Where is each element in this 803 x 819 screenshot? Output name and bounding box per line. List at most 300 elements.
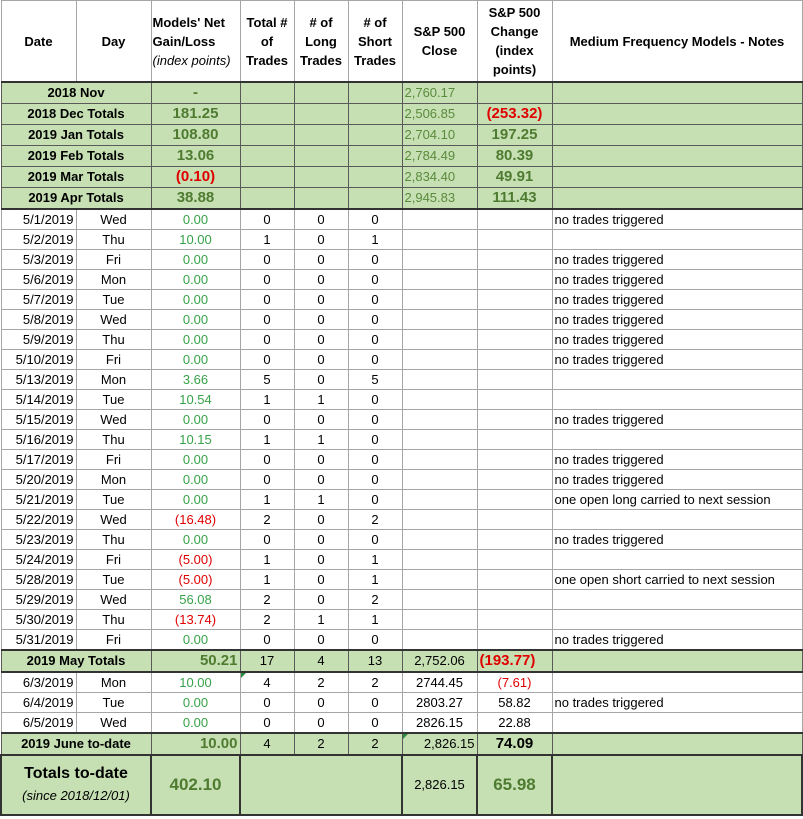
month-total-row	[1, 188, 802, 210]
daily-close	[402, 470, 477, 490]
month-total-label: 2019 Feb Totals	[1, 146, 151, 167]
daily-change: 58.82	[477, 693, 552, 713]
may-total-close: 2,752.06	[402, 650, 477, 672]
daily-close	[402, 290, 477, 310]
daily-total-trades: 2	[240, 590, 294, 610]
month-total-trades	[240, 146, 294, 167]
daily-total-trades: 1	[240, 390, 294, 410]
daily-day: Fri	[76, 450, 151, 470]
header-sp-close: S&P 500 Close	[402, 1, 477, 83]
month-total-label: 2018 Nov	[1, 82, 151, 104]
daily-long-trades: 0	[294, 630, 348, 651]
daily-long-trades: 0	[294, 290, 348, 310]
daily-day: Fri	[76, 630, 151, 651]
daily-total-trades: 1	[240, 570, 294, 590]
daily-change	[477, 610, 552, 630]
daily-total-trades: 1	[240, 490, 294, 510]
daily-date: 6/4/2019	[1, 693, 76, 713]
month-total-gain: 38.88	[151, 188, 240, 210]
daily-date: 5/15/2019	[1, 410, 76, 430]
month-total-long	[294, 82, 348, 104]
daily-short-trades: 0	[348, 410, 402, 430]
daily-row	[1, 390, 802, 410]
header-short-trades: # of Short Trades	[348, 1, 402, 83]
may-total-trades: 17	[240, 650, 294, 672]
month-total-label: 2018 Dec Totals	[1, 104, 151, 125]
daily-close	[402, 550, 477, 570]
daily-short-trades: 1	[348, 570, 402, 590]
month-total-short	[348, 167, 402, 188]
may-total-row	[1, 650, 802, 672]
daily-row	[1, 450, 802, 470]
month-total-notes	[552, 188, 802, 210]
daily-total-trades: 1	[240, 230, 294, 250]
month-total-trades	[240, 104, 294, 125]
daily-row	[1, 693, 802, 713]
daily-close	[402, 630, 477, 651]
month-total-close: 2,704.10	[402, 125, 477, 146]
daily-short-trades: 0	[348, 250, 402, 270]
daily-day: Fri	[76, 250, 151, 270]
daily-note: no trades triggered	[552, 470, 802, 490]
daily-gain: 10.00	[151, 230, 240, 250]
month-total-long	[294, 167, 348, 188]
daily-long-trades: 0	[294, 230, 348, 250]
month-total-label: 2019 Apr Totals	[1, 188, 151, 210]
daily-note: no trades triggered	[552, 410, 802, 430]
daily-short-trades: 0	[348, 350, 402, 370]
header-notes: Medium Frequency Models - Notes	[552, 1, 802, 83]
daily-note: no trades triggered	[552, 250, 802, 270]
daily-change	[477, 250, 552, 270]
daily-date: 5/20/2019	[1, 470, 76, 490]
daily-short-trades: 0	[348, 490, 402, 510]
month-total-trades	[240, 82, 294, 104]
daily-long-trades: 0	[294, 550, 348, 570]
daily-long-trades: 1	[294, 430, 348, 450]
daily-date: 5/13/2019	[1, 370, 76, 390]
daily-day: Wed	[76, 590, 151, 610]
daily-row	[1, 510, 802, 530]
daily-gain: 10.15	[151, 430, 240, 450]
daily-day: Thu	[76, 530, 151, 550]
daily-close	[402, 570, 477, 590]
daily-gain: 0.00	[151, 470, 240, 490]
daily-short-trades: 0	[348, 530, 402, 550]
daily-row	[1, 530, 802, 550]
month-total-short	[348, 125, 402, 146]
month-total-close: 2,784.49	[402, 146, 477, 167]
daily-row	[1, 370, 802, 390]
month-total-gain: -	[151, 82, 240, 104]
daily-total-trades: 0	[240, 630, 294, 651]
daily-change: (7.61)	[477, 672, 552, 693]
daily-note: no trades triggered	[552, 290, 802, 310]
daily-gain: 0.00	[151, 713, 240, 734]
daily-note	[552, 610, 802, 630]
daily-date: 5/14/2019	[1, 390, 76, 410]
daily-long-trades: 0	[294, 270, 348, 290]
daily-note	[552, 713, 802, 734]
daily-close	[402, 410, 477, 430]
daily-long-trades: 1	[294, 390, 348, 410]
daily-short-trades: 2	[348, 510, 402, 530]
daily-date: 5/21/2019	[1, 490, 76, 510]
daily-row	[1, 590, 802, 610]
daily-change	[477, 390, 552, 410]
month-total-short	[348, 146, 402, 167]
daily-change	[477, 490, 552, 510]
daily-total-trades: 1	[240, 550, 294, 570]
daily-short-trades: 0	[348, 630, 402, 651]
daily-long-trades: 0	[294, 330, 348, 350]
grand-total-row	[1, 755, 802, 815]
month-total-notes	[552, 146, 802, 167]
daily-date: 5/2/2019	[1, 230, 76, 250]
month-total-change: 197.25	[477, 125, 552, 146]
may-total-notes	[552, 650, 802, 672]
daily-gain: 0.00	[151, 270, 240, 290]
header-date: Date	[1, 1, 76, 83]
daily-short-trades: 0	[348, 470, 402, 490]
daily-close: 2803.27	[402, 693, 477, 713]
daily-total-trades: 0	[240, 350, 294, 370]
month-total-gain: 13.06	[151, 146, 240, 167]
daily-gain: (5.00)	[151, 570, 240, 590]
june-total-trades: 4	[240, 733, 294, 755]
month-total-short	[348, 82, 402, 104]
daily-row	[1, 630, 802, 651]
daily-close	[402, 450, 477, 470]
daily-change: 22.88	[477, 713, 552, 734]
daily-long-trades: 2	[294, 672, 348, 693]
daily-note: no trades triggered	[552, 270, 802, 290]
daily-gain: (16.48)	[151, 510, 240, 530]
daily-change	[477, 350, 552, 370]
daily-short-trades: 0	[348, 290, 402, 310]
daily-day: Wed	[76, 410, 151, 430]
daily-date: 5/3/2019	[1, 250, 76, 270]
daily-total-trades: 0	[240, 693, 294, 713]
daily-total-trades: 1	[240, 430, 294, 450]
daily-close	[402, 350, 477, 370]
daily-close	[402, 330, 477, 350]
daily-date: 5/8/2019	[1, 310, 76, 330]
daily-day: Fri	[76, 350, 151, 370]
daily-close	[402, 209, 477, 230]
grand-total-label	[1, 755, 151, 815]
grand-total-change: 65.98	[477, 755, 552, 815]
daily-short-trades: 0	[348, 450, 402, 470]
daily-long-trades: 0	[294, 570, 348, 590]
daily-total-trades: 4	[240, 672, 294, 693]
month-total-trades	[240, 167, 294, 188]
daily-date: 5/7/2019	[1, 290, 76, 310]
daily-gain: 56.08	[151, 590, 240, 610]
daily-note	[552, 390, 802, 410]
daily-row	[1, 430, 802, 450]
daily-total-trades: 0	[240, 330, 294, 350]
daily-short-trades: 1	[348, 610, 402, 630]
month-total-trades	[240, 125, 294, 146]
daily-date: 5/22/2019	[1, 510, 76, 530]
daily-date: 5/24/2019	[1, 550, 76, 570]
header-row	[1, 1, 802, 83]
daily-close: 2744.45	[402, 672, 477, 693]
daily-total-trades: 0	[240, 713, 294, 734]
daily-note: one open long carried to next session	[552, 490, 802, 510]
month-total-long	[294, 188, 348, 210]
daily-row	[1, 350, 802, 370]
daily-change	[477, 410, 552, 430]
daily-row	[1, 270, 802, 290]
daily-close	[402, 530, 477, 550]
june-total-change: 74.09	[477, 733, 552, 755]
month-total-label: 2019 Jan Totals	[1, 125, 151, 146]
daily-day: Wed	[76, 209, 151, 230]
daily-note: no trades triggered	[552, 209, 802, 230]
daily-long-trades: 1	[294, 490, 348, 510]
daily-close	[402, 390, 477, 410]
daily-gain: 0.00	[151, 530, 240, 550]
daily-change	[477, 630, 552, 651]
daily-short-trades: 0	[348, 713, 402, 734]
daily-note: no trades triggered	[552, 350, 802, 370]
daily-row	[1, 672, 802, 693]
daily-row	[1, 610, 802, 630]
daily-gain: 0.00	[151, 490, 240, 510]
daily-short-trades: 0	[348, 330, 402, 350]
month-total-label: 2019 Mar Totals	[1, 167, 151, 188]
daily-row	[1, 410, 802, 430]
daily-date: 5/9/2019	[1, 330, 76, 350]
daily-change	[477, 230, 552, 250]
daily-close	[402, 370, 477, 390]
may-total-change: (193.77)	[477, 650, 552, 672]
may-total-label: 2019 May Totals	[1, 650, 151, 672]
daily-gain: 10.00	[151, 672, 240, 693]
june-total-label: 2019 June to-date	[1, 733, 151, 755]
daily-note: no trades triggered	[552, 693, 802, 713]
daily-close	[402, 490, 477, 510]
daily-long-trades: 0	[294, 370, 348, 390]
daily-gain: (5.00)	[151, 550, 240, 570]
daily-day: Thu	[76, 230, 151, 250]
daily-long-trades: 0	[294, 510, 348, 530]
month-total-gain: 181.25	[151, 104, 240, 125]
daily-long-trades: 1	[294, 610, 348, 630]
month-total-notes	[552, 125, 802, 146]
month-total-long	[294, 104, 348, 125]
month-total-trades	[240, 188, 294, 210]
daily-note	[552, 672, 802, 693]
daily-gain: 0.00	[151, 209, 240, 230]
daily-long-trades: 0	[294, 590, 348, 610]
daily-day: Thu	[76, 430, 151, 450]
daily-short-trades: 0	[348, 310, 402, 330]
may-total-gain: 50.21	[151, 650, 240, 672]
daily-short-trades: 0	[348, 693, 402, 713]
daily-day: Wed	[76, 713, 151, 734]
daily-change	[477, 370, 552, 390]
daily-change	[477, 270, 552, 290]
daily-date: 5/31/2019	[1, 630, 76, 651]
daily-gain: 3.66	[151, 370, 240, 390]
daily-change	[477, 209, 552, 230]
daily-note: no trades triggered	[552, 530, 802, 550]
daily-day: Thu	[76, 610, 151, 630]
daily-change	[477, 550, 552, 570]
daily-total-trades: 2	[240, 510, 294, 530]
daily-short-trades: 2	[348, 672, 402, 693]
daily-short-trades: 0	[348, 390, 402, 410]
daily-gain: 0.00	[151, 350, 240, 370]
daily-change	[477, 470, 552, 490]
month-total-change: 111.43	[477, 188, 552, 210]
daily-gain: 0.00	[151, 693, 240, 713]
month-total-change	[477, 82, 552, 104]
daily-day: Tue	[76, 570, 151, 590]
month-total-long	[294, 146, 348, 167]
daily-long-trades: 0	[294, 713, 348, 734]
daily-close	[402, 610, 477, 630]
daily-total-trades: 0	[240, 310, 294, 330]
daily-note	[552, 230, 802, 250]
daily-day: Thu	[76, 330, 151, 350]
june-total-close: 2,826.15	[402, 733, 477, 755]
daily-long-trades: 0	[294, 350, 348, 370]
grand-total-close: 2,826.15	[402, 755, 477, 815]
daily-gain: (13.74)	[151, 610, 240, 630]
daily-short-trades: 2	[348, 590, 402, 610]
month-total-gain: 108.80	[151, 125, 240, 146]
daily-day: Fri	[76, 550, 151, 570]
daily-day: Tue	[76, 693, 151, 713]
daily-short-trades: 0	[348, 209, 402, 230]
daily-long-trades: 0	[294, 310, 348, 330]
daily-close	[402, 270, 477, 290]
daily-short-trades: 1	[348, 550, 402, 570]
grand-total-gain: 402.10	[151, 755, 240, 815]
daily-gain: 0.00	[151, 250, 240, 270]
daily-total-trades: 2	[240, 610, 294, 630]
daily-date: 5/1/2019	[1, 209, 76, 230]
daily-total-trades: 0	[240, 450, 294, 470]
daily-day: Tue	[76, 490, 151, 510]
month-total-long	[294, 125, 348, 146]
june-total-row	[1, 733, 802, 755]
month-total-change: 80.39	[477, 146, 552, 167]
header-net-gain: Models' Net Gain/Loss (index points)	[151, 1, 240, 83]
header-total-trades: Total # of Trades	[240, 1, 294, 83]
daily-total-trades: 0	[240, 209, 294, 230]
daily-short-trades: 5	[348, 370, 402, 390]
daily-note	[552, 370, 802, 390]
daily-total-trades: 0	[240, 470, 294, 490]
daily-date: 5/29/2019	[1, 590, 76, 610]
daily-row	[1, 470, 802, 490]
month-total-row	[1, 125, 802, 146]
month-total-close: 2,760.17	[402, 82, 477, 104]
daily-change	[477, 590, 552, 610]
daily-close	[402, 230, 477, 250]
daily-total-trades: 0	[240, 270, 294, 290]
daily-long-trades: 0	[294, 250, 348, 270]
header-day: Day	[76, 1, 151, 83]
daily-close	[402, 430, 477, 450]
daily-short-trades: 0	[348, 430, 402, 450]
daily-row	[1, 713, 802, 734]
daily-total-trades: 5	[240, 370, 294, 390]
daily-day: Mon	[76, 672, 151, 693]
daily-close: 2826.15	[402, 713, 477, 734]
month-total-change: 49.91	[477, 167, 552, 188]
daily-long-trades: 0	[294, 410, 348, 430]
table-body	[1, 82, 802, 815]
daily-gain: 0.00	[151, 290, 240, 310]
daily-date: 5/10/2019	[1, 350, 76, 370]
daily-gain: 0.00	[151, 310, 240, 330]
daily-day: Mon	[76, 370, 151, 390]
daily-close	[402, 250, 477, 270]
month-total-close: 2,834.40	[402, 167, 477, 188]
june-total-short: 2	[348, 733, 402, 755]
grand-total-notes	[552, 755, 802, 815]
daily-short-trades: 1	[348, 230, 402, 250]
daily-note	[552, 590, 802, 610]
daily-change	[477, 430, 552, 450]
daily-note: no trades triggered	[552, 330, 802, 350]
daily-date: 5/17/2019	[1, 450, 76, 470]
daily-gain: 10.54	[151, 390, 240, 410]
daily-gain: 0.00	[151, 630, 240, 651]
daily-change	[477, 330, 552, 350]
grand-total-title: Totals to-date	[24, 765, 128, 782]
daily-day: Tue	[76, 390, 151, 410]
daily-change	[477, 530, 552, 550]
month-total-row	[1, 82, 802, 104]
daily-gain: 0.00	[151, 450, 240, 470]
daily-date: 5/23/2019	[1, 530, 76, 550]
month-total-short	[348, 104, 402, 125]
daily-note	[552, 550, 802, 570]
month-total-short	[348, 188, 402, 210]
daily-date: 5/16/2019	[1, 430, 76, 450]
daily-day: Wed	[76, 310, 151, 330]
month-total-change: (253.32)	[477, 104, 552, 125]
daily-note: one open short carried to next session	[552, 570, 802, 590]
may-total-short: 13	[348, 650, 402, 672]
daily-change	[477, 310, 552, 330]
daily-note	[552, 510, 802, 530]
daily-change	[477, 450, 552, 470]
month-total-notes	[552, 167, 802, 188]
daily-day: Mon	[76, 270, 151, 290]
month-total-row	[1, 146, 802, 167]
june-total-long: 2	[294, 733, 348, 755]
grand-total-trades	[240, 755, 402, 815]
daily-row	[1, 209, 802, 230]
daily-date: 6/5/2019	[1, 713, 76, 734]
daily-date: 5/6/2019	[1, 270, 76, 290]
daily-gain: 0.00	[151, 410, 240, 430]
daily-long-trades: 0	[294, 693, 348, 713]
daily-note: no trades triggered	[552, 450, 802, 470]
daily-row	[1, 490, 802, 510]
month-total-notes	[552, 104, 802, 125]
month-total-gain: (0.10)	[151, 167, 240, 188]
grand-total-subtitle: (since 2018/12/01)	[22, 788, 130, 803]
